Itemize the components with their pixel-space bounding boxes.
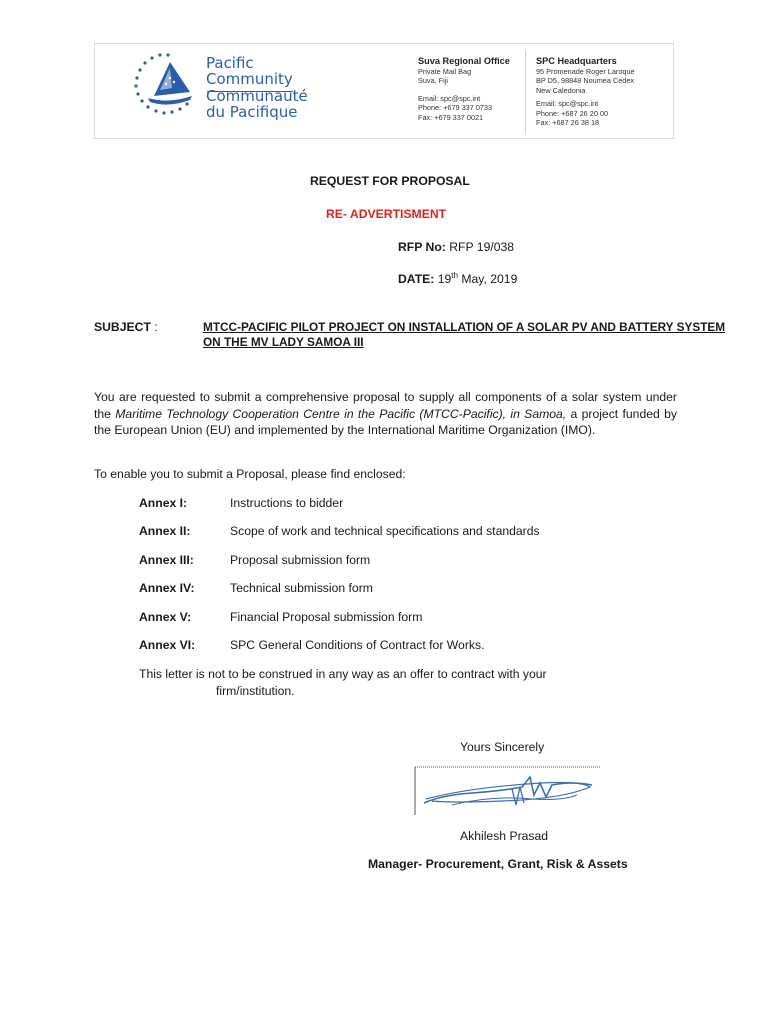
subject-colon: : [154,320,158,334]
hq-address-line: BP D5, 98848 Noumea Cedex [536,76,635,86]
subject-line-2: ON THE MV LADY SAMOA III [203,335,364,349]
annex-desc: Instructions to bidder [230,496,344,510]
annex-desc: Technical submission form [230,581,373,595]
closing: Yours Sincerely [460,740,545,754]
suva-office-title: Suva Regional Office [418,56,510,66]
annex-label: Annex III: [139,553,194,567]
document-date [398,268,517,287]
annex-label: Annex VI: [139,638,196,652]
logo-text-community: Community [206,70,293,88]
hq-address-line: 95 Promenade Roger Laroque [536,67,635,76]
notice-line-1: This letter is not to be construed in any way as an offer to contract with your [139,667,547,681]
notice-line-2: firm/institution. [216,684,295,698]
annex-label: Annex II: [139,524,191,538]
rfp-number [398,240,514,255]
annex-label: Annex IV: [139,581,195,595]
spc-logo-emblem [130,52,200,116]
suva-office-block [418,55,510,122]
hq-title: SPC Headquarters [536,56,617,66]
suva-address-line: Private Mail Bag [418,67,472,76]
hq-address-line: New Caledonia [536,85,586,95]
subject-label-text: SUBJECT [94,320,151,334]
suva-email: Email: spc@spc.int [418,93,481,103]
hq-email: Email: spc@spc.int [536,99,599,109]
date-label: DATE: [398,272,435,287]
annex-label: Annex V: [139,610,192,624]
handwritten-signature [412,765,602,817]
intro-text-b: a project funded by the European Union (EU) and implemented by the International Maritime Organization (IMO). [94,406,677,437]
annex-desc: Proposal submission form [230,553,371,567]
suva-phone: Phone: +679 337 0733 [418,103,493,113]
intro-paragraph [94,389,677,439]
document-title: REQUEST FOR PROPOSAL [310,174,470,188]
intro-text-italic: Maritime Technology Cooperation Centre in the Pacific (MTCC-Pacific), in Samoa, [115,406,567,421]
logo-text-du-pacifique: du Pacifique [206,103,298,121]
suva-fax: Fax: +679 337 0021 [418,112,484,122]
signatory-title: Manager- Procurement, Grant, Risk & Assets [368,857,628,871]
suva-address-line: Suva, Fiji [418,76,449,86]
header-divider [525,49,526,133]
subject-line-1: MTCC-PACIFIC PILOT PROJECT ON INSTALLATION OF A SOLAR PV AND BATTERY SYSTEM [203,320,726,334]
annex-desc: Financial Proposal submission form [230,610,423,624]
annex-label: Annex I: [139,496,188,510]
enclosed-intro: To enable you to submit a Proposal, please find enclosed: [94,467,406,481]
readvertisement-label: RE- ADVERTISMENT [326,207,447,221]
rfp-value: RFP 19/038 [445,240,515,254]
signatory-name: Akhilesh Prasad [460,829,549,843]
annex-desc: SPC General Conditions of Contract for Works. [230,638,485,652]
annex-desc: Scope of work and technical specifications and standards [230,524,540,538]
subject-label [94,320,158,335]
logo-text-pacific: Pacific [206,54,254,72]
hq-fax: Fax: +687 26 38 18 [536,118,600,128]
hq-phone: Phone: +687 26 20 00 [536,108,609,118]
date-day: 19 [434,272,452,287]
date-rest: May, 2019 [457,272,518,287]
hq-block [536,55,635,127]
intro-text-a: You are requested to submit a comprehensive proposal to supply all components of a solar system under the [94,390,677,421]
logo-text-communaute: Communauté [206,87,308,105]
date-suffix: th [451,271,458,280]
rfp-label: RFP No: [398,240,446,254]
